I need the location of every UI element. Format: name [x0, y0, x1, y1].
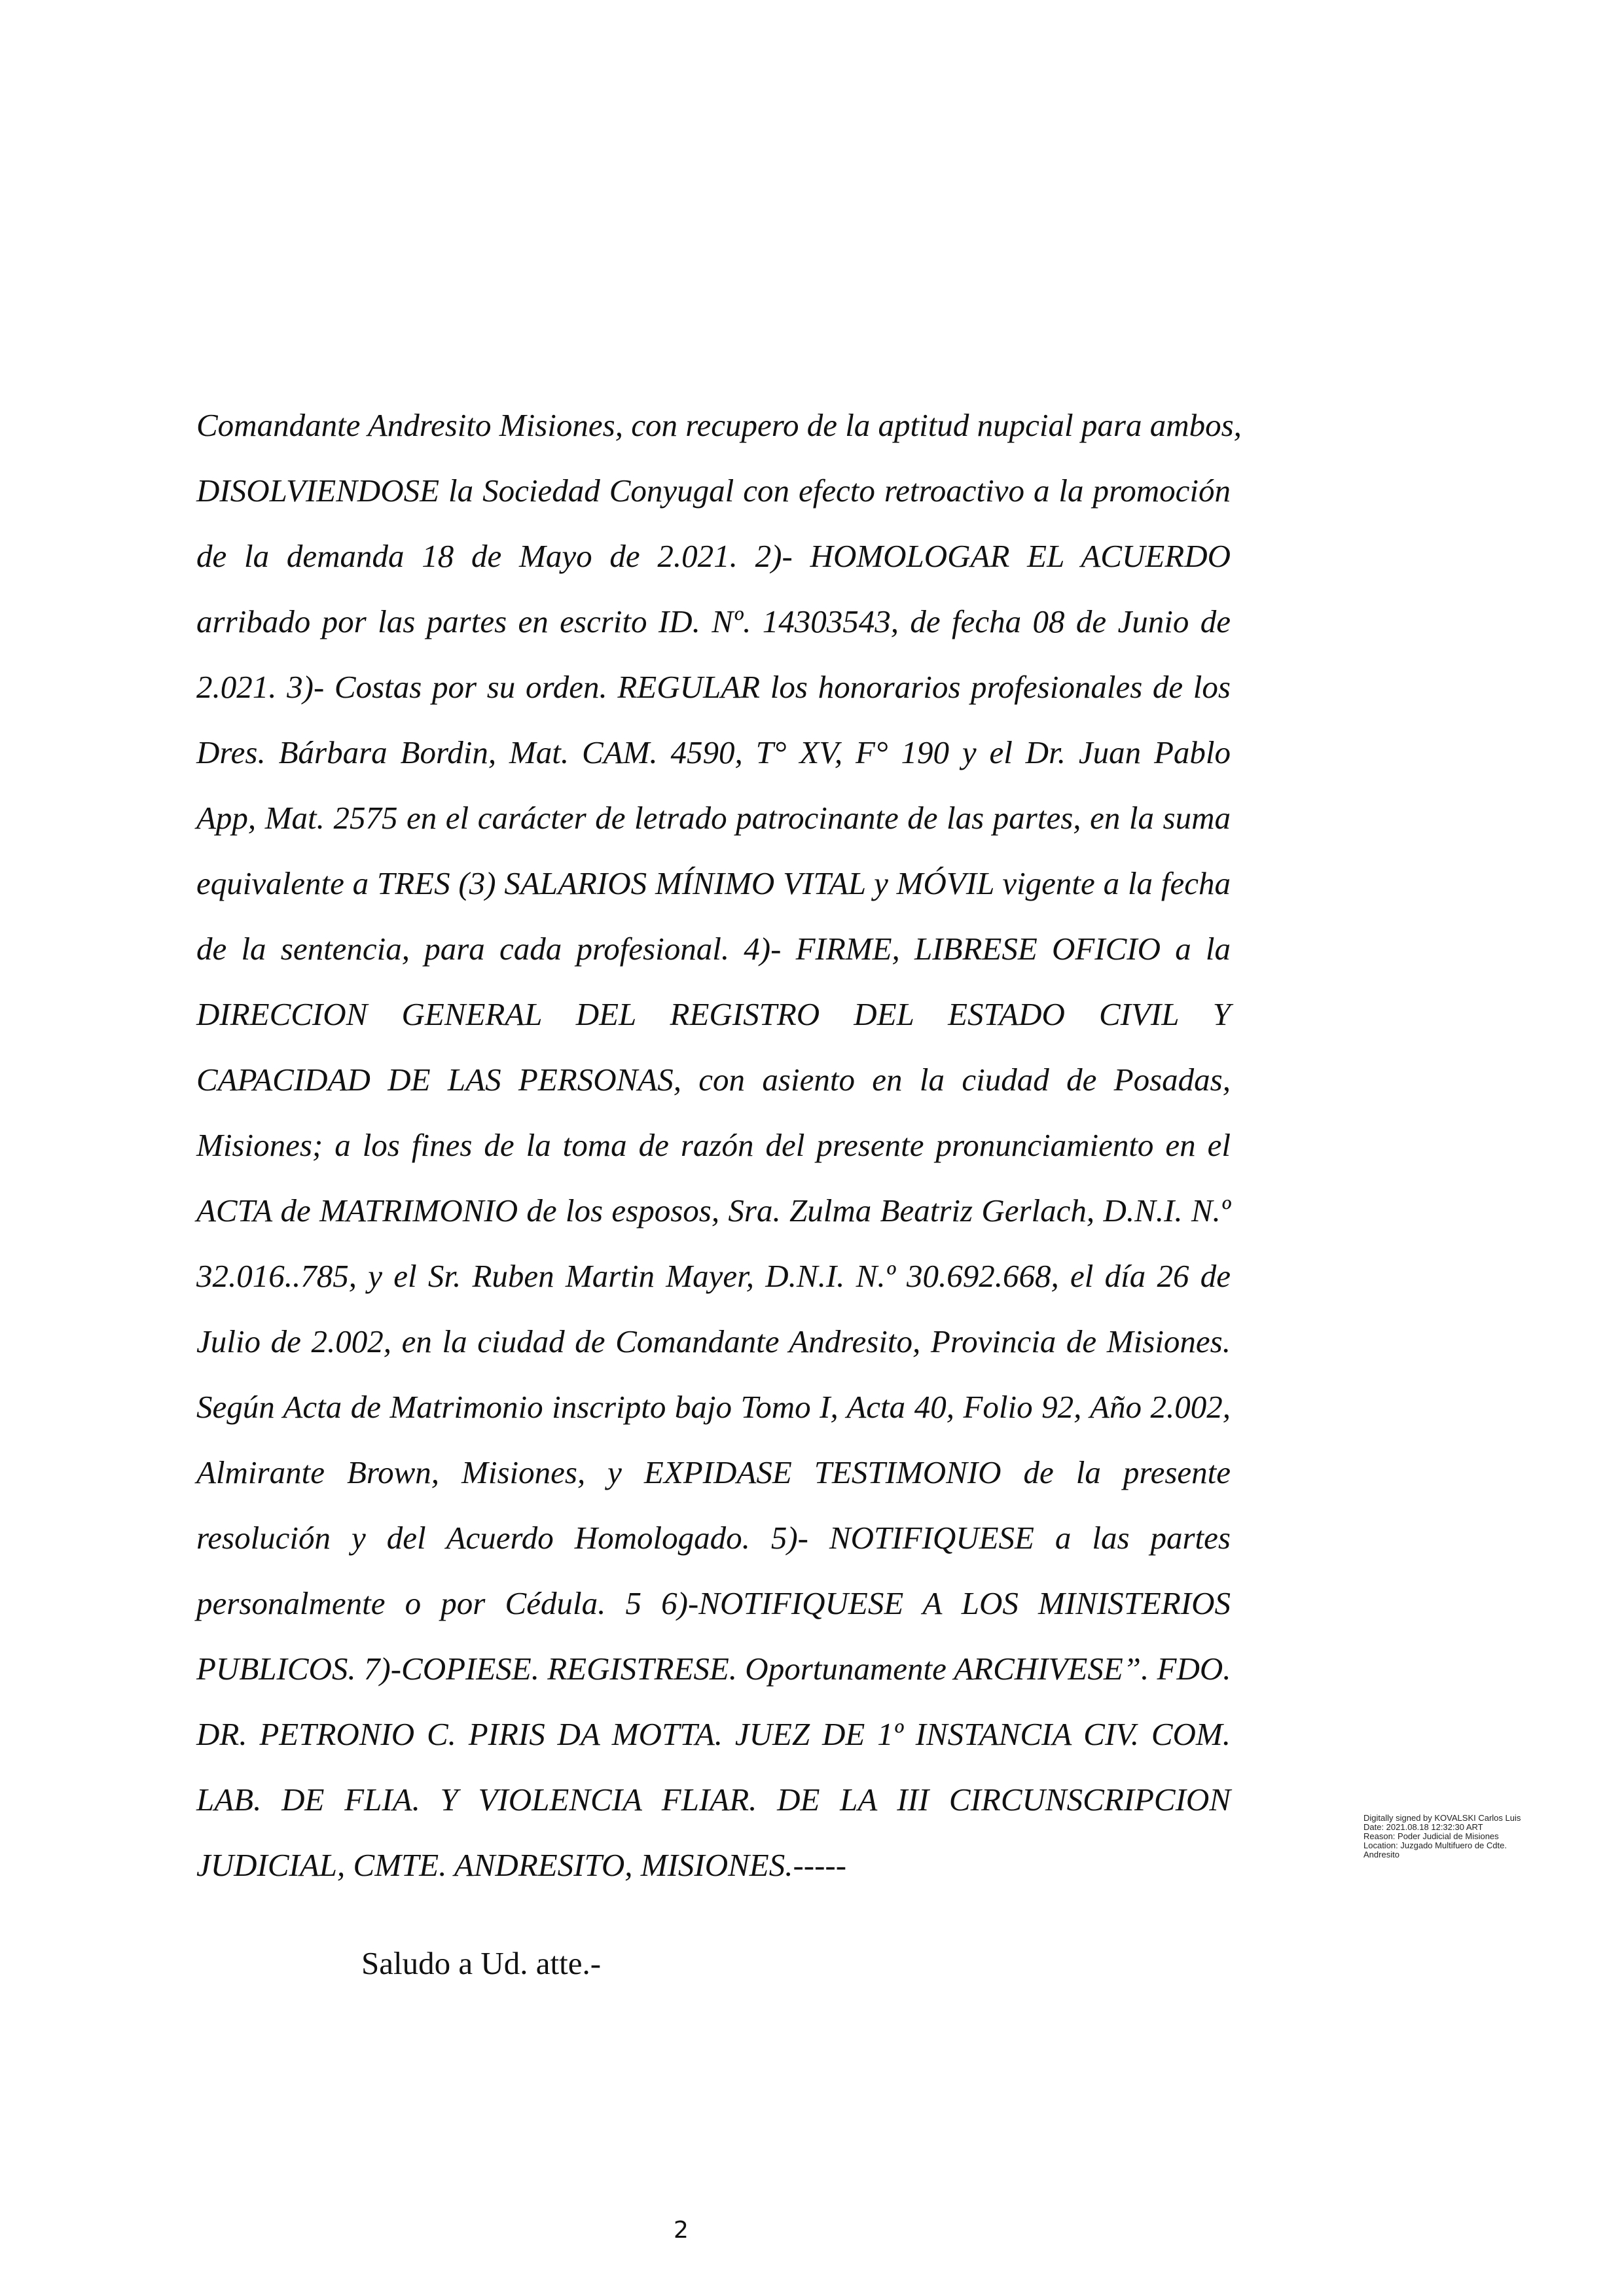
body-line: DR. PETRONIO C. PIRIS DA MOTTA. JUEZ DE 1º INSTANCIA CIV. COM. — [196, 1716, 1231, 1752]
body-line: App, Mat. 2575 en el carácter de letrado patrocinante de las partes, en la suma — [196, 800, 1231, 836]
body-line: JUDICIAL, CMTE. ANDRESITO, MISIONES.----- — [196, 1847, 847, 1883]
body-line: de la sentencia, para cada profesional. 4)- FIRME, LIBRESE OFICIO a la — [196, 931, 1231, 967]
digital-signature-block — [1363, 1814, 1579, 1859]
body-line: DIRECCION GENERAL DEL REGISTRO DEL ESTADO CIVIL Y — [196, 996, 1231, 1032]
body-line: Julio de 2.002, en la ciudad de Comandante Andresito, Provincia de Misiones. — [196, 1323, 1231, 1359]
body-line: ACTA de MATRIMONIO de los esposos, Sra. Zulma Beatriz Gerlach, D.N.I. N.º — [196, 1193, 1231, 1229]
body-line: Comandante Andresito Misiones, con recupero de la aptitud nupcial para ambos, — [196, 407, 1242, 443]
signature-location-line: Location: Juzgado Multifuero de Cdte. — [1363, 1840, 1507, 1850]
body-line: Dres. Bárbara Bordin, Mat. CAM. 4590, T° XV, F° 190 y el Dr. Juan Pablo — [196, 734, 1231, 770]
body-line: PUBLICOS. 7)-COPIESE. REGISTRESE. Oportunamente ARCHIVESE”. FDO. — [196, 1651, 1231, 1687]
signature-signer-line: Digitally signed by KOVALSKI Carlos Luis — [1363, 1813, 1521, 1823]
body-line: CAPACIDAD DE LAS PERSONAS, con asiento en la ciudad de Posadas, — [196, 1062, 1231, 1098]
body-line: Según Acta de Matrimonio inscripto bajo Tomo I, Acta 40, Folio 92, Año 2.002, — [196, 1389, 1231, 1425]
body-line: DISOLVIENDOSE la Sociedad Conyugal con efecto retroactivo a la promoción — [196, 473, 1231, 509]
signature-reason-line: Reason: Poder Judicial de Misiones — [1363, 1831, 1499, 1841]
resolution-body-text — [196, 393, 1242, 1898]
body-line: equivalente a TRES (3) SALARIOS MÍNIMO VITAL y MÓVIL vigente a la fecha — [196, 865, 1231, 901]
body-line: arribado por las partes en escrito ID. Nº. 14303543, de fecha 08 de Junio de — [196, 603, 1231, 639]
body-line: resolución y del Acuerdo Homologado. 5)- NOTIFIQUESE a las partes — [196, 1520, 1231, 1556]
body-line: 32.016..785, y el Sr. Ruben Martin Mayer, D.N.I. N.º 30.692.668, el día 26 de — [196, 1258, 1231, 1294]
body-line: LAB. DE FLIA. Y VIOLENCIA FLIAR. DE LA III CIRCUNSCRIPCION — [196, 1782, 1231, 1818]
body-line: personalmente o por Cédula. 5 6)-NOTIFIQUESE A LOS MINISTERIOS — [196, 1585, 1231, 1621]
body-line: 2.021. 3)- Costas por su orden. REGULAR los honorarios profesionales de los — [196, 669, 1231, 705]
page-number: 2 — [674, 2217, 689, 2244]
closing-salutation: Saludo a Ud. atte.- — [361, 1945, 602, 1981]
signature-location-line-cont: Andresito — [1363, 1850, 1399, 1859]
body-line: de la demanda 18 de Mayo de 2.021. 2)- HOMOLOGAR EL ACUERDO — [196, 538, 1231, 574]
body-line: Misiones; a los fines de la toma de razón del presente pronunciamiento en el — [196, 1127, 1231, 1163]
signature-date-line: Date: 2021.08.18 12:32:30 ART — [1363, 1822, 1483, 1832]
body-line: Almirante Brown, Misiones, y EXPIDASE TESTIMONIO de la presente — [196, 1454, 1231, 1490]
